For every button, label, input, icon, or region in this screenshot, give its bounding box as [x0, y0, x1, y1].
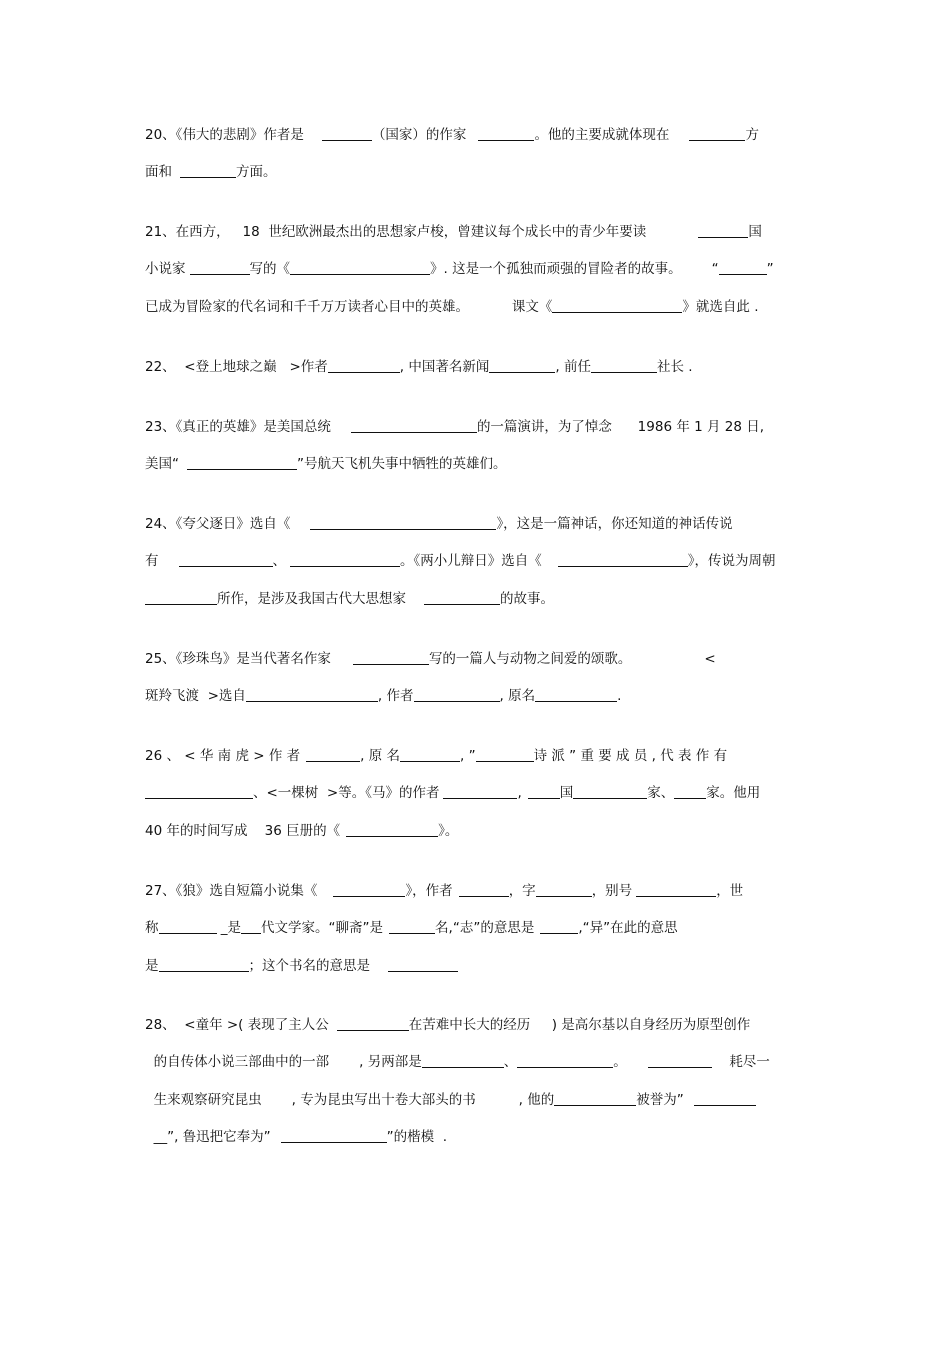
question-text: 》，这是一篇神话，你还知道的神话传说	[496, 516, 733, 532]
question-text: 小说家	[145, 261, 186, 277]
answer-blank[interactable]	[388, 957, 458, 972]
answer-blank[interactable]	[528, 784, 560, 799]
question-text: 》就选自此 .	[682, 299, 759, 315]
answer-blank[interactable]	[535, 687, 617, 702]
question-text: ,“异”在此的意思	[578, 920, 678, 936]
question-text: 所作，是涉及我国古代大思想家	[217, 591, 406, 607]
question-text: 名,“志”的意思是	[435, 920, 535, 936]
question-text: , 作者	[377, 688, 414, 704]
question-text: 》，作者	[405, 883, 453, 899]
answer-blank[interactable]	[694, 1091, 756, 1106]
question-text: 面和	[145, 164, 172, 180]
answer-blank[interactable]	[190, 260, 250, 275]
answer-blank[interactable]	[573, 784, 647, 799]
answer-blank[interactable]	[145, 784, 253, 799]
question-text: 国	[748, 224, 762, 240]
answer-blank[interactable]	[689, 126, 745, 141]
question-text: ，别号	[591, 883, 633, 899]
question-text: ”	[766, 261, 774, 277]
answer-blank[interactable]	[478, 126, 534, 141]
question-text: 》。	[438, 823, 459, 839]
question-text: , 前任	[555, 359, 591, 375]
question-text: ”号航天飞机失事中牺牲的英雄们。	[297, 456, 507, 472]
question-text: 诗 派 ” 重 要 成 员 , 代 表 作 有	[533, 748, 728, 764]
question-text: 27、《狼》选自短篇小说集《	[145, 883, 318, 899]
question-21-line-2	[145, 258, 774, 280]
answer-blank[interactable]	[346, 822, 438, 837]
question-text: 社长 .	[656, 359, 693, 375]
answer-blank[interactable]	[422, 1053, 504, 1068]
question-text: 28、 <童年 >( 表现了主人公	[145, 1017, 329, 1033]
question-26-line-2	[145, 782, 760, 804]
answer-blank[interactable]	[698, 223, 748, 238]
answer-blank[interactable]	[333, 882, 405, 897]
question-text: 方	[745, 127, 759, 143]
question-27-line-1	[145, 880, 743, 902]
answer-blank[interactable]	[719, 260, 767, 275]
answer-blank[interactable]	[517, 1053, 613, 1068]
question-text: 、<一棵树 >等。《马》的作者	[253, 785, 440, 801]
question-text: 25、《珍珠鸟》是当代著名作家	[145, 651, 331, 667]
question-text: ,	[517, 785, 522, 801]
question-28-line-1	[145, 1014, 750, 1036]
question-text: 21、在西方， 18 世纪欧洲最杰出的思想家卢梭，曾建议每个成长中的青少年要读	[145, 224, 647, 240]
question-text: 家。他用	[706, 785, 761, 801]
answer-blank[interactable]	[459, 882, 509, 897]
question-28-line-4	[145, 1126, 447, 1148]
answer-blank[interactable]	[558, 552, 688, 567]
answer-blank[interactable]	[290, 552, 400, 567]
question-text: 26 、 < 华 南 虎 > 作 者	[145, 748, 301, 764]
question-25-line-1	[145, 648, 716, 670]
question-text: 的自传体小说三部曲中的一部 , 另两部是	[145, 1054, 422, 1070]
question-text: ，世	[716, 883, 744, 899]
answer-blank[interactable]	[648, 1053, 712, 1068]
question-28-line-3	[145, 1089, 756, 1111]
question-27-line-2	[145, 917, 678, 939]
question-26-line-3	[145, 820, 458, 842]
question-text: 。他的主要成就体现在	[534, 127, 670, 143]
answer-blank[interactable]	[424, 590, 500, 605]
question-text: 的故事。	[500, 591, 554, 607]
answer-blank[interactable]	[306, 747, 360, 762]
question-text: 代文学家。“聊斋”是	[261, 920, 384, 936]
answer-blank[interactable]	[159, 919, 217, 934]
question-text: 称	[145, 920, 159, 936]
question-text: 、	[272, 553, 286, 569]
question-20-line-2	[145, 161, 277, 183]
question-21-line-1	[145, 221, 762, 243]
question-text: 已成为冒险家的代名词和千千万万读者心目中的英雄。 课文《	[145, 299, 553, 315]
question-28-line-2	[145, 1051, 770, 1073]
question-text: 是	[145, 958, 159, 974]
question-text: , ”	[460, 748, 476, 764]
answer-blank[interactable]	[353, 650, 429, 665]
question-text: ；这个书名的意思是	[248, 958, 370, 974]
question-text: 23、《真正的英雄》是美国总统	[145, 419, 331, 435]
question-text: 。《两小儿辩日》选自《	[400, 553, 542, 569]
question-text: , 中国著名新闻	[399, 359, 490, 375]
question-24-line-1	[145, 513, 733, 535]
answer-blank[interactable]	[536, 882, 592, 897]
question-22-line-1	[145, 356, 693, 378]
answer-blank[interactable]	[281, 1128, 387, 1143]
question-text: , 原 名	[360, 748, 401, 764]
question-text: 》. 这是一个孤独而顽强的冒险者的故事。 “	[430, 261, 719, 277]
question-text: （国家）的作家	[371, 127, 467, 143]
answer-blank[interactable]	[159, 957, 249, 972]
question-text: ，字	[508, 883, 536, 899]
question-text: 方面。	[236, 164, 277, 180]
answer-blank[interactable]	[443, 784, 517, 799]
answer-blank[interactable]	[246, 687, 378, 702]
question-text: _是	[216, 920, 242, 936]
question-text: 40 年的时间写成 36 巨册的《	[145, 823, 341, 839]
question-text: .	[617, 688, 622, 704]
answer-blank[interactable]	[310, 515, 496, 530]
question-20-line-1	[145, 124, 759, 146]
answer-blank[interactable]	[540, 919, 578, 934]
question-text: ”的楷模 .	[386, 1129, 448, 1145]
answer-blank[interactable]	[187, 455, 297, 470]
answer-blank[interactable]	[290, 260, 430, 275]
answer-blank[interactable]	[489, 358, 555, 373]
question-text: 写的《	[249, 261, 290, 277]
question-text: 20、《伟大的悲剧》作者是	[145, 127, 304, 143]
answer-blank[interactable]	[180, 163, 236, 178]
question-text: 家、	[647, 785, 675, 801]
answer-blank[interactable]	[145, 590, 217, 605]
question-text: 被誉为”	[636, 1092, 684, 1108]
question-text: 写的一篇人与动物之间爱的颂歌。 <	[428, 651, 716, 667]
question-text: 》，传说为周朝	[687, 553, 776, 569]
answer-blank[interactable]	[400, 747, 460, 762]
question-25-line-2	[145, 685, 621, 707]
answer-blank[interactable]	[351, 418, 477, 433]
question-text: 的一篇演讲，为了悼念 1986 年 1 月 28 日,	[476, 419, 765, 435]
answer-blank[interactable]	[337, 1016, 409, 1031]
question-text: 在苦难中长大的经历 ) 是高尔基以自身经历为原型创作	[408, 1017, 751, 1033]
answer-blank[interactable]	[476, 747, 534, 762]
answer-blank[interactable]	[414, 687, 500, 702]
answer-blank[interactable]	[674, 784, 706, 799]
answer-blank[interactable]	[241, 919, 261, 934]
question-text: 美国“	[145, 456, 179, 472]
question-text: 生来观察研究昆虫 , 专为昆虫写出十卷大部头的书 , 他的	[145, 1092, 555, 1108]
question-24-line-2	[145, 550, 776, 572]
question-26-line-1	[145, 745, 727, 767]
question-text: 耗尽一	[712, 1054, 770, 1070]
question-text: 国	[559, 785, 574, 801]
answer-blank[interactable]	[552, 298, 682, 313]
question-text: 22、 <登上地球之巅 >作者	[145, 359, 328, 375]
answer-blank[interactable]	[389, 919, 435, 934]
question-24-line-3	[145, 588, 554, 610]
answer-blank[interactable]	[591, 358, 657, 373]
question-23-line-1	[145, 416, 764, 438]
answer-blank[interactable]	[322, 126, 372, 141]
question-23-line-2	[145, 453, 507, 475]
question-21-line-3	[145, 296, 759, 318]
question-text: , 原名	[499, 688, 536, 704]
question-text: 、	[503, 1054, 518, 1070]
question-27-line-3	[145, 955, 458, 977]
question-text: __”, 鲁迅把它奉为”	[145, 1129, 271, 1145]
question-text: 24、《夸父逐日》选自《	[145, 516, 291, 532]
question-text: 有	[145, 553, 159, 569]
question-text: 斑羚飞渡 >选自	[145, 688, 246, 704]
answer-blank[interactable]	[328, 358, 400, 373]
question-text: 。	[613, 1054, 649, 1070]
answer-blank[interactable]	[636, 882, 716, 897]
answer-blank[interactable]	[554, 1091, 636, 1106]
answer-blank[interactable]	[179, 552, 273, 567]
